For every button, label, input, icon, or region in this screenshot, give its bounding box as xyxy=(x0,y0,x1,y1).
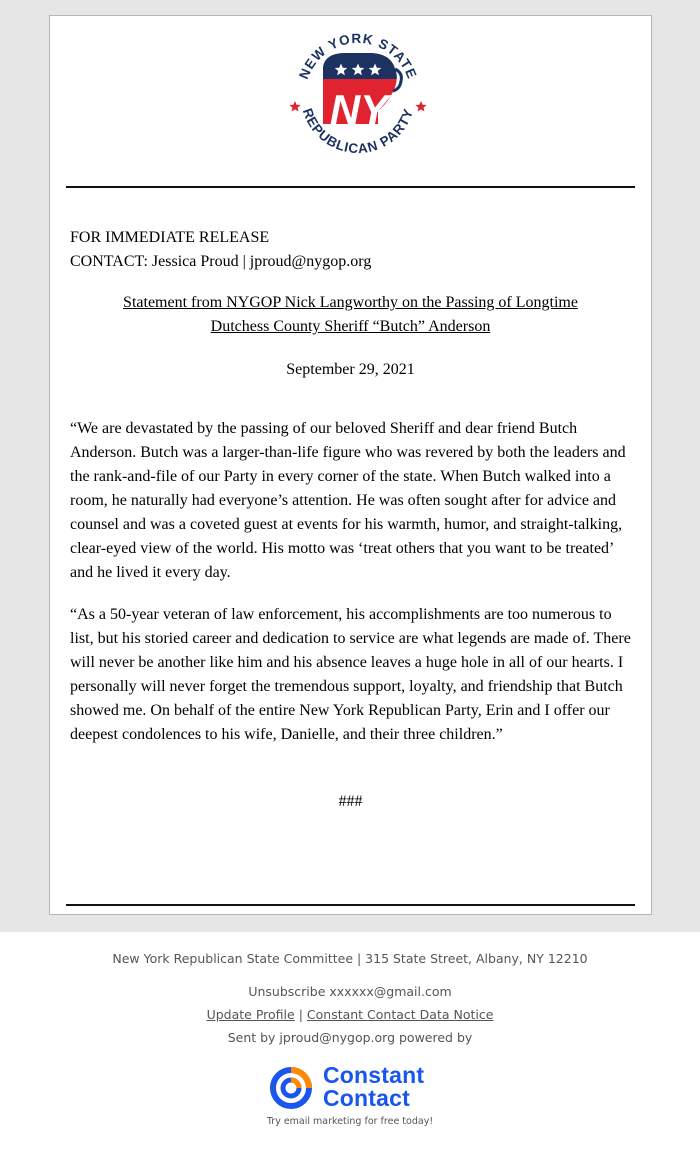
unsubscribe-link[interactable]: Unsubscribe xxxxxx@gmail.com xyxy=(248,984,452,999)
data-notice-link[interactable]: Constant Contact Data Notice xyxy=(306,1007,494,1022)
nygop-logo xyxy=(283,21,433,171)
email-card xyxy=(49,15,652,915)
statement-headline xyxy=(70,291,631,339)
statement-paragraph: “As a 50-year veteran of law enforcement, his accomplishments are too numerous to list, but his storied career and dedication to service are what legends are made of. There will never be another like him and his absence leaves a huge hole in all of our hearts. I personally will never forget the tremendous support, loyalty, and friendship that Butch showed me. On behalf of the entire New York Republican Party, Erin and I offer our deepest condolences to his wife, Danielle, and their three children.” xyxy=(70,606,631,743)
constant-contact-wordmark xyxy=(323,1064,424,1110)
cc-tagline[interactable]: Try email marketing for free today! xyxy=(266,1116,434,1127)
statement-paragraph: “We are devastated by the passing of our beloved Sheriff and dear friend Butch Anderson. Butch was a larger-than-life figure who was revered by both the leaders and the rank-and-file of our Party in every corner of the state. When Butch walked into a room, he naturally had everyone’s attention. He was often sought after for advice and counsel and was a coveted guest at events for his warmth, humor, and straight-talking, clear-eyed view of the world. His motto was ‘treat others that you want to be treated’ and he lived it every day. xyxy=(70,420,626,581)
logo-bottom-text: REPUBLICAN PARTY xyxy=(299,106,417,157)
release-info xyxy=(70,226,371,274)
link-separator: | xyxy=(298,1007,303,1022)
constant-contact-icon xyxy=(269,1066,313,1110)
headline-line-2: Dutchess County Sheriff “Butch” Anderson xyxy=(210,318,491,335)
star-icon xyxy=(415,101,426,112)
cc-wordmark-line-1: Constant xyxy=(323,1062,425,1088)
logo-monogram: NY xyxy=(329,86,389,133)
star-icon xyxy=(289,101,300,112)
release-label: FOR IMMEDIATE RELEASE xyxy=(70,229,270,246)
sent-by-line: Sent by jproud@nygop.org powered by xyxy=(227,1030,473,1045)
footer-divider xyxy=(66,904,635,906)
cc-wordmark-line-2: Contact xyxy=(323,1085,411,1111)
headline-line-1: Statement from NYGOP Nick Langworthy on the Passing of Longtime xyxy=(123,294,578,311)
header-divider xyxy=(66,186,635,188)
sender-address: New York Republican State Committee | 315 State Street, Albany, NY 12210 xyxy=(112,951,588,966)
logo-top-text: NEW YORK STATE xyxy=(296,30,420,82)
constant-contact-logo[interactable] xyxy=(269,1064,434,1112)
contact-line: CONTACT: Jessica Proud | jproud@nygop.org xyxy=(70,253,372,270)
end-mark: ### xyxy=(338,793,363,810)
statement-date: September 29, 2021 xyxy=(286,361,415,378)
update-profile-link[interactable]: Update Profile xyxy=(206,1007,295,1022)
footer-links xyxy=(0,1007,700,1022)
